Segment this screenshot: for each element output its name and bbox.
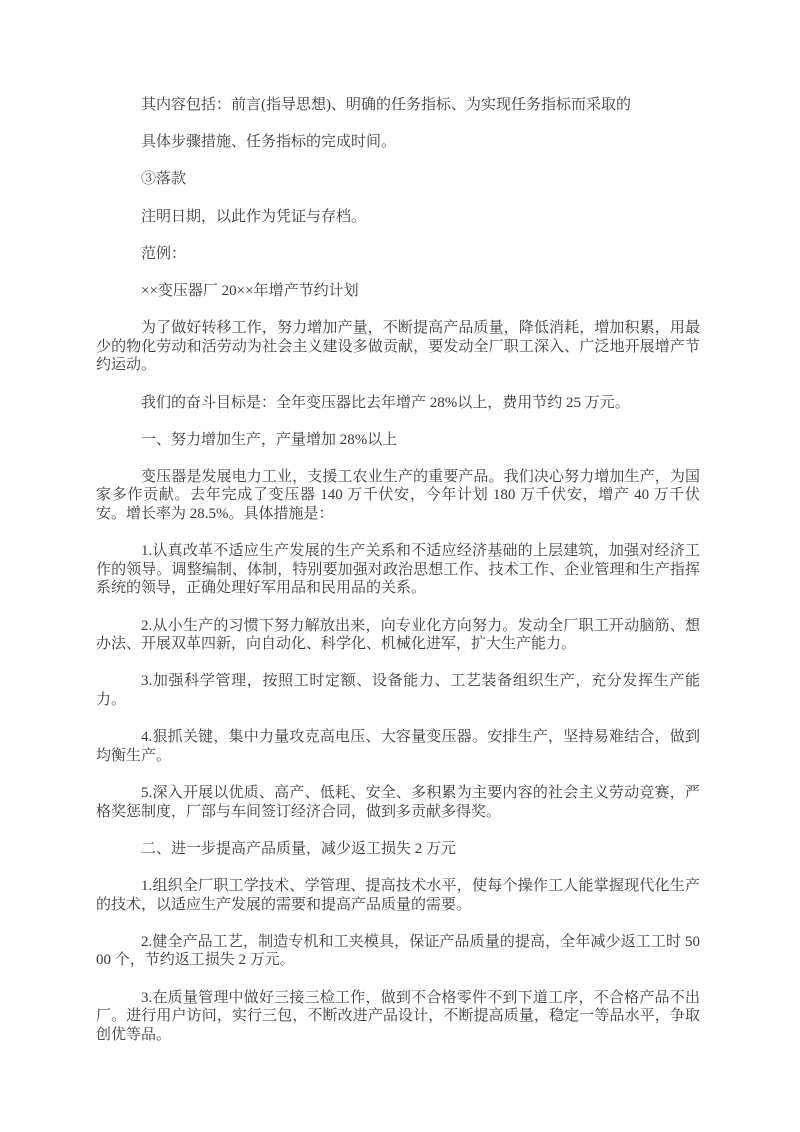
document-paragraph-item-2: 2.健全产品工艺，制造专机和工夹模具，保证产品质量的提高，全年减少返工工时 5000 个，节约返工损失 2 万元。 xyxy=(96,933,700,969)
document-paragraph-item-1: 1.认真改革不适应生产发展的生产关系和不适应经济基础的上层建筑，加强对经济工作的领导。调整编制、体制，特别要加强对政治思想工作、技术工作、企业管理和生产指挥系统的领导，正确处理好军用品和民用品的关系。 xyxy=(96,543,700,597)
document-paragraph-item-2: 2.从小生产的习惯下努力解放出来，向专业化方向努力。发动全厂职工开动脑筋、想办法、开展双革四新，向自动化、科学化、机械化进军，扩大生产能力。 xyxy=(96,617,700,653)
document-paragraph-item-3: 3.在质量管理中做好三接三检工作，做到不合格零件不到下道工序，不合格产品不出厂。进行用户访问，实行三包，不断改进产品设计，不断提高质量，稳定一等品水平，争取创优等品。 xyxy=(96,989,700,1043)
document-paragraph-section-1-heading: 一、努力增加生产，产量增加 28%以上 xyxy=(141,431,398,448)
document-paragraph: 变压器是发展电力工业，支援工农业生产的重要产品。我们决心努力增加生产，为国家多作贡献。去年完成了变压器 140 万千伏安，今年计划 180 万千伏安，增产 40 万千伏安。增长率为 28.5%。具体措施是： xyxy=(96,468,700,523)
document-paragraph: 为了做好转移工作，努力增加产量，不断提高产品质量，降低消耗，增加积累，用最少的物化劳动和活劳动为社会主义建设多做贡献，要发动全厂职工深入、广泛地开展增产节约运动。 xyxy=(96,320,700,374)
document-paragraph-item-4: 4.狠抓关键，集中力量攻克高电压、大容量变压器。安排生产，坚持易难结合，做到均衡生产。 xyxy=(96,729,700,764)
document-paragraph-item-5: 5.深入开展以优质、高产、低耗、安全、多积累为主要内容的社会主义劳动竞赛，严格奖惩制度，厂部与车间签订经济合同，做到多贡献多得奖。 xyxy=(96,784,700,820)
document-paragraph: 注明日期，以此作为凭证与存档。 xyxy=(141,208,367,225)
document-paragraph-section-2-heading: 二、进一步提高产品质量，减少返工损失 2 万元 xyxy=(141,840,457,857)
document-paragraph-plan-title: ××变压器厂 20××年增产节约计划 xyxy=(141,282,359,299)
document-paragraph: 具体步骤措施、任务指标的完成时间。 xyxy=(141,134,397,151)
document-paragraph: 其内容包括：前言(指导思想)、明确的任务指标、为实现任务指标而采取的 xyxy=(141,97,631,113)
document-paragraph-item-1: 1.组织全厂职工学技术、学管理、提高技术水平，使每个操作工人能掌握现代化生产的技术，以适应生产发展的需要和提高产品质量的需要。 xyxy=(96,877,700,913)
document-paragraph-goal: 我们的奋斗目标是：全年变压器比去年增产 28%以上，费用节约 25 万元。 xyxy=(141,394,630,411)
document-body xyxy=(96,96,700,1044)
document-paragraph-item-3: 3.加强科学管理，按照工时定额、设备能力、工艺装备组织生产，充分发挥生产能力。 xyxy=(96,673,700,708)
document-paragraph-luokuan-heading: ③落款 xyxy=(141,171,187,188)
document-paragraph-example-label: 范例： xyxy=(141,245,187,262)
